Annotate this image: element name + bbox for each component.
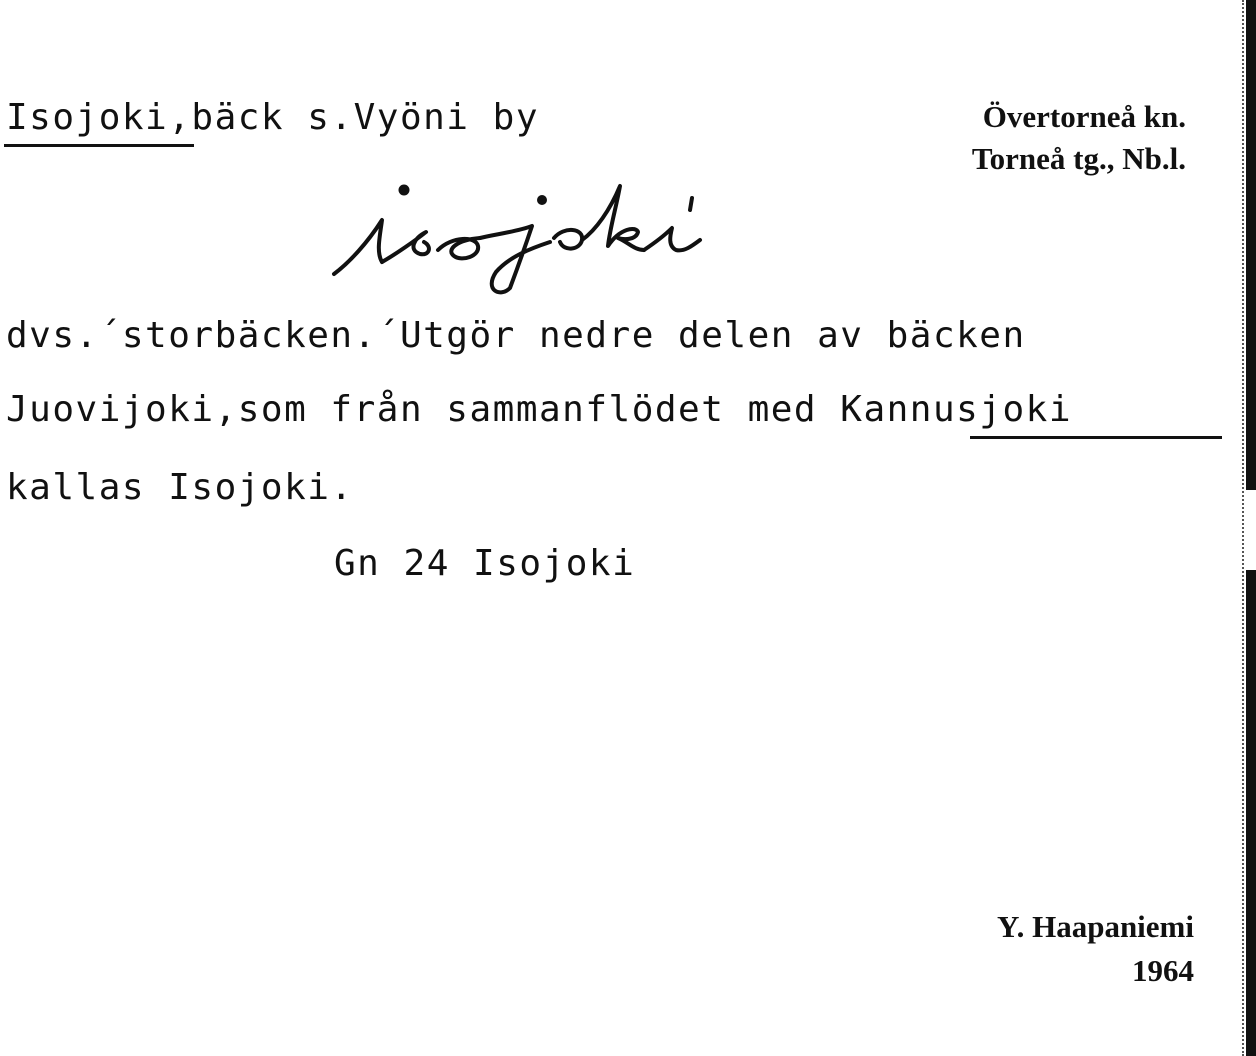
headword-underline <box>4 144 194 147</box>
scan-edge-bottom <box>1246 570 1256 1056</box>
year: 1964 <box>1132 953 1194 988</box>
headword-line <box>6 97 539 138</box>
body-line-2-text: Juovijoki,som från sammanflödet med <box>6 389 841 430</box>
linked-stream-name: Kannusjoki <box>840 389 1073 430</box>
body-line-2 <box>6 389 1073 430</box>
district-stamp: Torneå tg., Nb.l. <box>971 141 1186 176</box>
author-name: Y. Haapaniemi <box>997 909 1194 944</box>
handwritten-pronunciation <box>320 180 740 300</box>
body-line-3: kallas Isojoki. <box>6 467 354 508</box>
headword-description: ,bäck s.Vyöni by <box>168 97 539 138</box>
scan-edge-dots <box>1239 0 1244 1056</box>
scan-edge-top <box>1246 0 1256 490</box>
headword: Isojoki <box>6 97 169 138</box>
parish-stamp: Övertorneå kn. <box>982 99 1186 134</box>
reference-line: Gn 24 Isojoki <box>334 543 636 584</box>
body-line-1: dvs.´storbäcken.´Utgör nedre delen av bäcken <box>6 315 1026 356</box>
linked-stream-underline <box>970 436 1222 439</box>
